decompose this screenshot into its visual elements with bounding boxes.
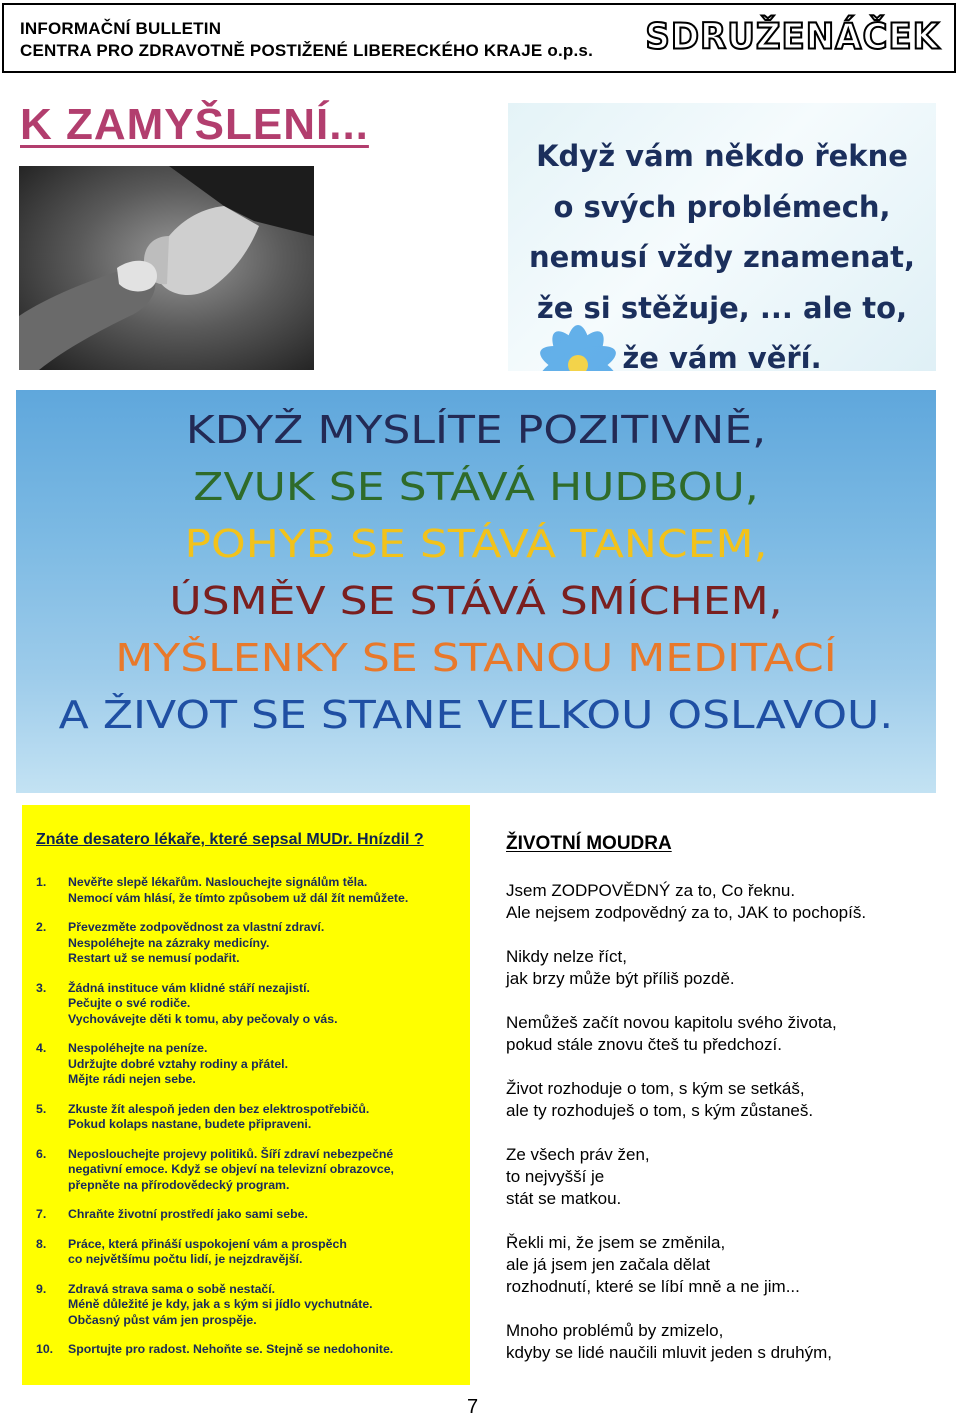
hands-photo xyxy=(19,166,314,370)
moudra-line: jak brzy může být příliš pozdě. xyxy=(506,969,735,988)
quote1-line: nemusí vždy znamenat, xyxy=(528,240,916,274)
desatero-item xyxy=(34,1282,462,1329)
desatero-item xyxy=(34,920,462,967)
desatero-item-line: negativní emoce. Když se objeví na televizní obrazovce, xyxy=(68,1162,394,1176)
desatero-item-line: Chraňte životní prostředí jako sami sebe. xyxy=(68,1207,308,1221)
desatero-item-line: Zdravá strava sama o sobě nestačí. xyxy=(68,1281,276,1296)
moudra-line: Jsem ZODPOVĚDNÝ za to, Co řeknu. xyxy=(506,881,796,900)
desatero-item-number: 7. xyxy=(36,1207,47,1221)
desatero-item-line: Práce, která přináší uspokojení vám a prospěch xyxy=(68,1236,347,1251)
banner-line: POHYB SE STÁVÁ TANCEM, xyxy=(184,522,768,566)
desatero-item xyxy=(34,1237,462,1268)
zivotni-moudra xyxy=(506,833,946,1386)
banner-line: ÚSMĚV SE STÁVÁ SMÍCHEM, xyxy=(169,579,783,623)
desatero-item xyxy=(34,1102,462,1133)
moudra-paragraph xyxy=(506,1232,946,1298)
desatero-item-line: Pečujte o své rodiče. xyxy=(68,996,191,1010)
desatero-item-number: 3. xyxy=(36,980,47,995)
desatero-item-line: Restart už se nemusí podařit. xyxy=(68,951,240,965)
desatero-item-line: Zkuste žít alespoň jeden den bez elektrospotřebičů. xyxy=(68,1101,370,1116)
desatero-item-line: Méně důležité je kdy, jak a s kým si jídlo vychutnáte. xyxy=(68,1297,373,1311)
moudra-line: to nejvyšší je xyxy=(506,1167,605,1186)
hands-illustration-icon xyxy=(19,166,314,370)
bulletin-header xyxy=(2,3,956,73)
sdruzenacek-logo: SDRUŽENÁČEK xyxy=(645,16,940,58)
banner-line: KDYŽ MYSLÍTE POZITIVNĚ, xyxy=(185,408,767,452)
desatero-item-line: Nevěřte slepě lékařům. Naslouchejte signálům těla. xyxy=(68,875,368,889)
moudra-paragraph xyxy=(506,1320,946,1364)
desatero-item xyxy=(34,1342,462,1358)
moudra-line: Ale nejsem zodpovědný za to, JAK to pochopíš. xyxy=(506,903,867,922)
moudra-line: pokud stále znovu čteš tu předchozí. xyxy=(506,1035,782,1054)
desatero-item-line: Nespoléhejte na peníze. xyxy=(68,1041,208,1055)
desatero-item xyxy=(34,981,462,1028)
moudra-line: Nemůžeš začít novou kapitolu svého života, xyxy=(506,1013,837,1032)
moudra-body xyxy=(506,880,946,1364)
header-title-line2: CENTRA PRO ZDRAVOTNĚ POSTIŽENÉ LIBERECKÉHO KRAJE o.p.s. xyxy=(20,41,593,60)
desatero-item-line: Mějte rádi nejen sebe. xyxy=(68,1072,196,1086)
moudra-line: Život rozhoduje o tom, s kým se setkáš, xyxy=(506,1079,805,1098)
desatero-poster xyxy=(22,805,470,1385)
header-title-line1: INFORMAČNÍ BULLETIN xyxy=(20,19,222,38)
desatero-item-number: 1. xyxy=(36,875,47,889)
moudra-line: Nikdy nelze říct, xyxy=(506,947,627,966)
desatero-item-line: přepněte na přírodovědecký program. xyxy=(68,1177,290,1192)
desatero-item-line: Pokud kolaps nastane, budete připraveni. xyxy=(68,1117,312,1131)
moudra-paragraph xyxy=(506,946,946,990)
quote1-line: o svých problémech, xyxy=(553,189,891,224)
moudra-paragraph xyxy=(506,1144,946,1210)
moudra-title: ŽIVOTNÍ MOUDRA xyxy=(506,833,672,854)
desatero-item-number: 4. xyxy=(36,1041,47,1055)
desatero-item-line: Neposlouchejte projevy politiků. Šíří zdraví nebezpečné xyxy=(68,1146,394,1161)
desatero-item-number: 5. xyxy=(36,1101,47,1116)
desatero-item xyxy=(34,1207,462,1223)
positive-thinking-banner xyxy=(16,390,936,793)
desatero-item-line: Převezměte zodpovědnost za vlastní zdraví. xyxy=(68,920,325,934)
desatero-item-line: Nemocí vám hlásí, že tímto způsobem už dál žít nemůžete. xyxy=(68,890,409,905)
banner-line: A ŽIVOT SE STANE VELKOU OSLAVOU. xyxy=(58,693,894,737)
banner-line: ZVUK SE STÁVÁ HUDBOU, xyxy=(193,465,759,509)
desatero-item-line: Občasný půst vám jen prospěje. xyxy=(68,1312,257,1327)
moudra-line: stát se matkou. xyxy=(506,1189,622,1208)
desatero-item-line: Vychovávejte děti k tomu, aby pečovaly o vás. xyxy=(68,1011,338,1026)
quote-image-trust xyxy=(508,103,936,371)
desatero-item-number: 8. xyxy=(36,1236,47,1251)
desatero-item xyxy=(34,1147,462,1194)
moudra-line: rozhodnutí, které se líbí mně a ne jim... xyxy=(506,1277,800,1296)
desatero-item-line: Nespoléhejte na zázraky medicíny. xyxy=(68,935,270,950)
page-number: 7 xyxy=(467,1396,479,1418)
moudra-line: Řekli mi, že jsem se změnila, xyxy=(506,1233,726,1252)
moudra-paragraph xyxy=(506,880,946,924)
desatero-item-line: Žádná instituce vám klidné stáří nezajistí. xyxy=(68,980,310,995)
moudra-line: kdyby se lidé naučili mluvit jeden s druhým, xyxy=(506,1343,832,1362)
section-title: K ZAMYŠLENÍ... xyxy=(20,100,369,149)
moudra-line: Ze všech práv žen, xyxy=(506,1145,650,1164)
desatero-item-line: Sportujte pro radost. Nehoňte se. Stejně se nedohonite. xyxy=(68,1342,394,1356)
desatero-item xyxy=(34,1041,462,1088)
desatero-item-number: 6. xyxy=(36,1146,47,1161)
desatero-title: Znáte desatero lékaře, které sepsal MUDr. Hnízdil ? xyxy=(36,831,424,848)
desatero-item xyxy=(34,875,462,906)
desatero-item-line: co největšímu počtu lidí, je nejzdravější. xyxy=(68,1252,303,1266)
desatero-item-number: 10. xyxy=(36,1342,54,1356)
quote1-line: Když vám někdo řekne xyxy=(536,139,908,173)
moudra-line: Mnoho problémů by zmizelo, xyxy=(506,1321,724,1340)
quote1-line: že si stěžuje, ... ale to, xyxy=(536,290,908,325)
moudra-line: ale já jsem jen začala dělat xyxy=(506,1255,711,1274)
desatero-item-line: Udržujte dobré vztahy rodiny a přátel. xyxy=(68,1056,289,1071)
moudra-paragraph xyxy=(506,1078,946,1122)
desatero-item-number: 2. xyxy=(36,920,47,934)
moudra-line: ale ty rozhoduješ o tom, s kým zůstaneš. xyxy=(506,1101,814,1120)
moudra-paragraph xyxy=(506,1012,946,1056)
quote1-line: že vám věří. xyxy=(622,341,822,371)
desatero-list xyxy=(34,875,462,1358)
desatero-item-number: 9. xyxy=(36,1281,47,1296)
banner-line: MYŠLENKY SE STANOU MEDITACÍ xyxy=(115,636,837,680)
